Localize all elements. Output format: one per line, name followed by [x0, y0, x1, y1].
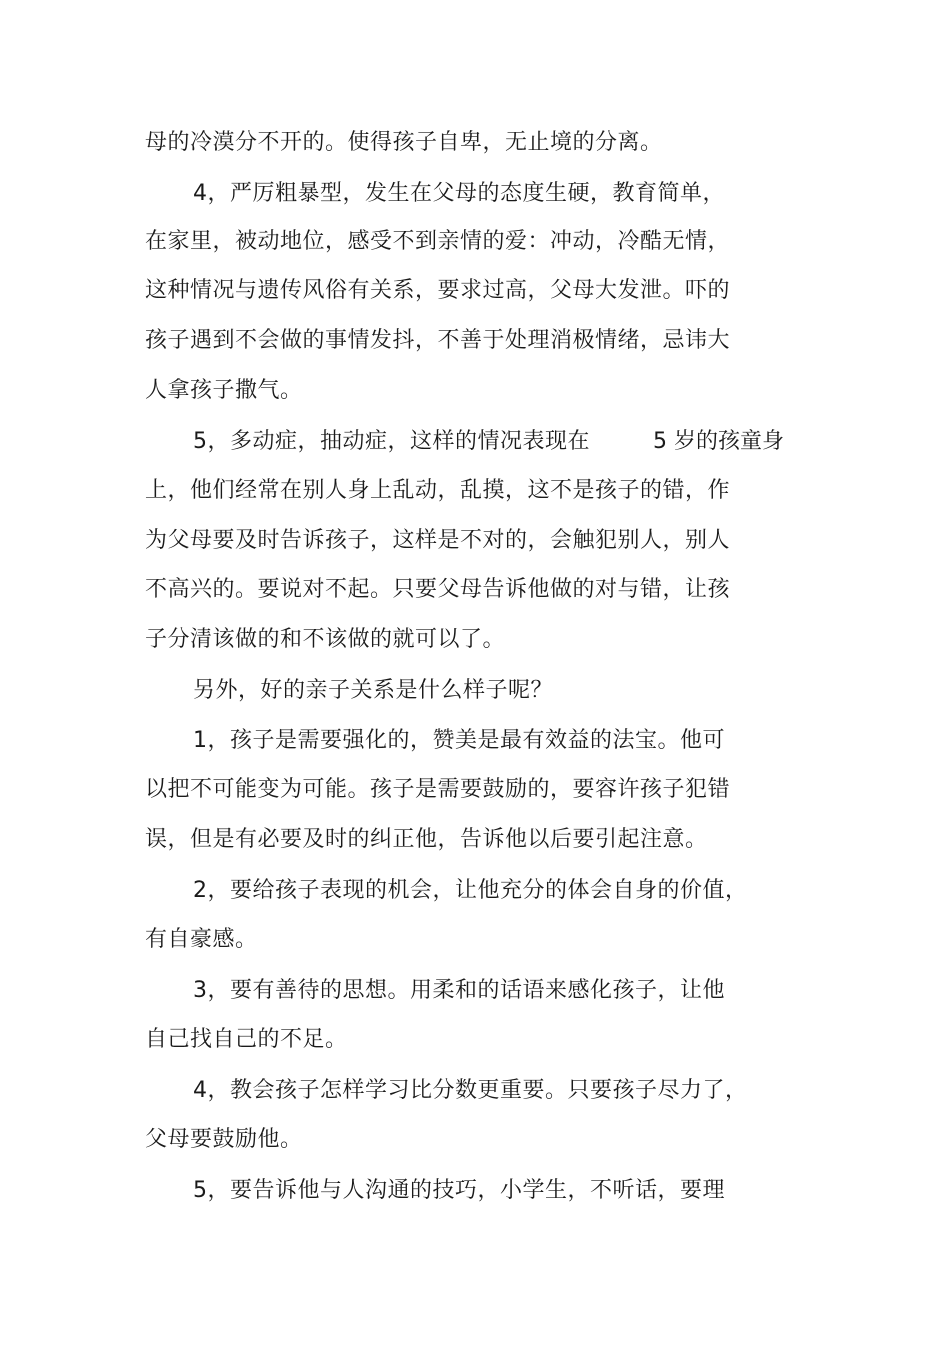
- text-line: 以把不可能变为可能。孩子是需要鼓励的，要容许孩子犯错: [145, 777, 731, 802]
- text-line: 4，教会孩子怎样学习比分数更重要。只要孩子尽力了，: [193, 1078, 748, 1103]
- text-line: 母的冷漠分不开的。使得孩子自卑，无止境的分离。: [145, 130, 663, 155]
- text-line: 2，要给孩子表现的机会，让他充分的体会自身的价值，: [193, 878, 748, 903]
- text-line: 另外，好的亲子关系是什么样子呢？: [193, 678, 554, 703]
- text-line: 人拿孩子撒气。: [145, 378, 303, 403]
- text-line: 为父母要及时告诉孩子，这样是不对的，会触犯别人，别人: [145, 528, 731, 553]
- text-line: 5，多动症，抽动症，这样的情况表现在: [193, 429, 590, 454]
- text-line: 上，他们经常在别人身上乱动，乱摸，这不是孩子的错，作: [145, 478, 731, 503]
- text-line: 5，要告诉他与人沟通的技巧，小学生，不听话，要理: [193, 1178, 725, 1203]
- text-line: 子分清该做的和不该做的就可以了。: [145, 627, 506, 652]
- text-line: 这种情况与遗传风俗有关系，要求过高，父母大发泄。吓的: [145, 278, 731, 303]
- text-line: 父母要鼓励他。: [145, 1127, 303, 1152]
- text-line: 3，要有善待的思想。用柔和的话语来感化孩子，让他: [193, 978, 725, 1003]
- text-line: 不高兴的。要说对不起。只要父母告诉他做的对与错，让孩: [145, 577, 731, 602]
- text-line: 4，严厉粗暴型，发生在父母的态度生硬，教育简单，: [193, 181, 725, 206]
- text-line: 孩子遇到不会做的事情发抖，不善于处理消极情绪，忌讳大: [145, 328, 731, 353]
- text-line: 1，孩子是需要强化的，赞美是最有效益的法宝。他可: [193, 728, 725, 753]
- text-line: 误，但是有必要及时的纠正他，告诉他以后要引起注意。: [145, 827, 708, 852]
- text-line: 在家里，被动地位，感受不到亲情的爱：冲动，冷酷无情，: [145, 229, 731, 254]
- text-line-continuation: 5 岁的孩童身: [653, 429, 784, 454]
- text-line: 有自豪感。: [145, 927, 258, 952]
- text-line: 自己找自己的不足。: [145, 1027, 348, 1052]
